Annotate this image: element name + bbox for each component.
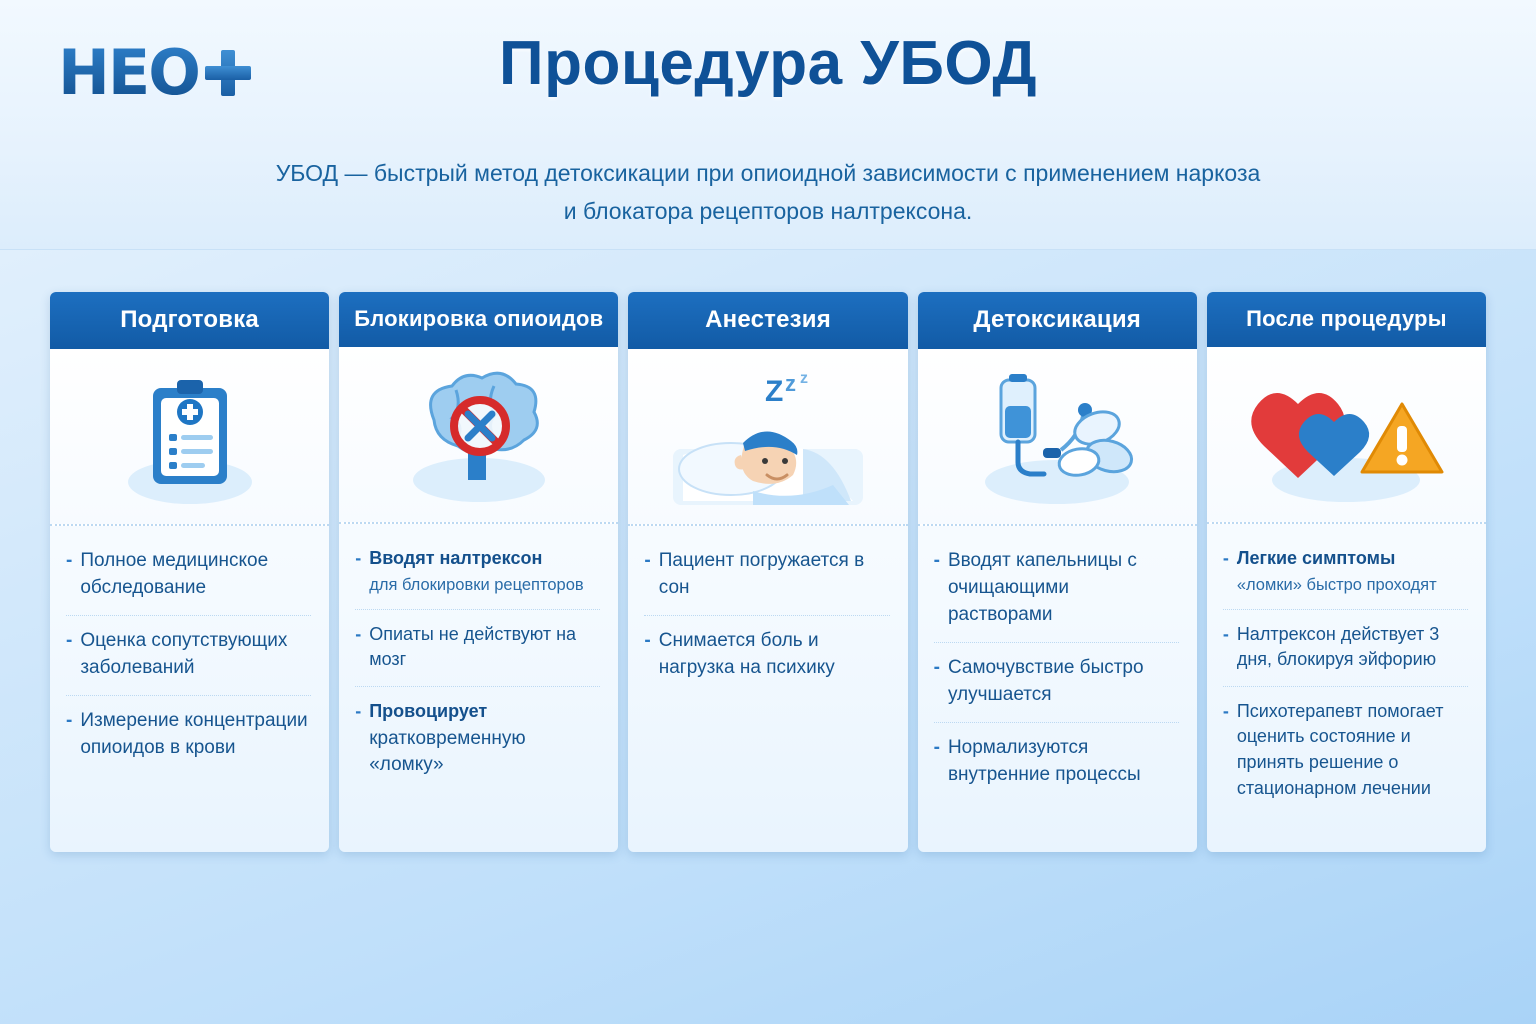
page-subtitle — [0, 155, 1536, 231]
step-bullets — [1207, 524, 1486, 852]
bullet-strong: Провоцирует — [369, 700, 488, 721]
list-item — [644, 628, 889, 682]
bullet-text: Вводят капельницы с очищающими растворами — [947, 550, 1137, 625]
subtitle-line-1: УБОД — быстрый метод детоксикации при опиоидной зависимости с применением наркоза — [275, 160, 1261, 186]
bullet-dash: - — [644, 629, 651, 651]
bullet-dash: - — [66, 629, 73, 651]
bullet-text: Самочувствие быстро улучшается — [947, 656, 1144, 705]
step-title: Детоксикация — [918, 292, 1197, 349]
list-item — [1223, 622, 1468, 687]
clipboard-medical-icon — [50, 349, 329, 526]
bullet-note: «ломки» быстро проходят — [1236, 575, 1437, 594]
sleeping-patient-icon — [628, 349, 907, 526]
list-item — [355, 546, 600, 610]
list-item — [1223, 699, 1468, 801]
bullet-dash: - — [1222, 700, 1229, 721]
bullet-dash: - — [355, 623, 362, 644]
list-item — [1223, 546, 1468, 610]
page-title: Процедура УБОД — [499, 29, 1037, 98]
step-card-detoxification — [918, 292, 1197, 852]
step-bullets — [918, 526, 1197, 852]
bullet-note: кратковременную «ломку» — [369, 728, 526, 776]
svg-text:z: z — [785, 370, 796, 396]
list-item — [934, 548, 1179, 643]
bullet-dash: - — [933, 656, 940, 678]
brain-blocked-icon — [339, 347, 618, 524]
list-item — [66, 628, 311, 696]
bullet-text: Оценка сопутствующих заболеваний — [80, 629, 288, 678]
svg-text:z: z — [800, 369, 808, 387]
heart-warning-icon — [1207, 347, 1486, 524]
bullet-text: Полное медицинское обследование — [80, 550, 269, 598]
bullet-dash: - — [933, 736, 940, 758]
bullet-dash: - — [933, 550, 940, 571]
bullet-note: для блокировки рецепторов — [369, 575, 584, 594]
step-card-opioid-blocking — [339, 292, 618, 852]
list-item — [934, 735, 1179, 789]
brand-name: HEO — [58, 36, 199, 109]
bullet-dash: - — [355, 700, 362, 721]
list-item — [355, 622, 600, 687]
bullet-dash: - — [66, 550, 73, 571]
subtitle-line-2: и блокатора рецепторов налтрексона. — [563, 197, 973, 224]
bullet-text: Налтрексон действует 3 дня, блокируя эйфорию — [1236, 623, 1440, 670]
bullet-text: Нормализуются внутренние процессы — [947, 736, 1141, 785]
bullet-strong: Легкие симптомы — [1236, 548, 1396, 568]
bullet-dash: - — [1222, 548, 1229, 568]
list-item — [934, 655, 1179, 723]
bullet-text: Измерение концентрации опиоидов в крови — [80, 709, 308, 758]
list-item — [644, 548, 889, 616]
list-item — [66, 548, 311, 616]
step-title: Подготовка — [50, 292, 329, 349]
list-item — [355, 699, 600, 778]
bullet-text — [369, 546, 600, 596]
iv-drip-pills-icon — [918, 349, 1197, 526]
step-bullets — [339, 524, 618, 852]
step-title: После процедуры — [1207, 292, 1486, 347]
bullet-text: Пациент погружается в сон — [658, 550, 865, 598]
step-bullets — [628, 526, 907, 852]
bullet-text: Снимается боль и нагрузка на психику — [658, 629, 835, 678]
bullet-text — [369, 699, 600, 778]
list-item — [66, 708, 311, 762]
step-bullets — [50, 526, 329, 852]
step-card-aftercare — [1207, 292, 1486, 852]
steps-container — [50, 292, 1486, 852]
bullet-text — [1237, 546, 1468, 596]
bullet-dash: - — [66, 709, 73, 731]
bullet-text: Психотерапевт помогает оценить состояние и принять решение о стационарном лечении — [1236, 700, 1444, 798]
bullet-strong: Вводят налтрексон — [369, 548, 543, 568]
step-title: Анестезия — [628, 292, 907, 349]
bullet-dash: - — [1222, 623, 1229, 644]
step-card-anesthesia — [628, 292, 907, 852]
bullet-dash: - — [644, 550, 651, 571]
bullet-text: Опиаты не действуют на мозг — [369, 623, 577, 670]
bullet-dash: - — [355, 548, 362, 568]
step-card-preparation — [50, 292, 329, 852]
page-header — [0, 0, 1536, 250]
step-title: Блокировка опиоидов — [339, 292, 618, 347]
svg-text:Z: Z — [765, 374, 784, 408]
